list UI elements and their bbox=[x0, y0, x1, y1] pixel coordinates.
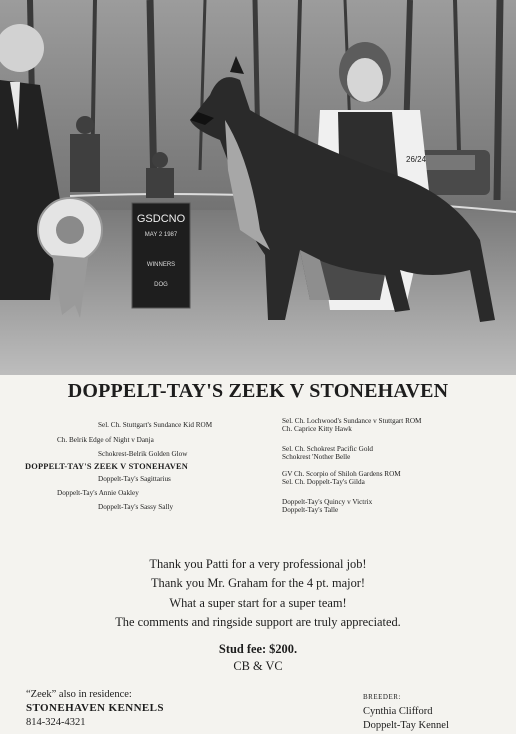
pedigree-ggp-2: Ch. Caprice Kitty Hawk bbox=[282, 425, 352, 433]
armband-number: 26/24 bbox=[406, 155, 427, 164]
stud-terms: CB & VC bbox=[233, 659, 283, 673]
pedigree-ggp-8: Doppelt-Tay's Talle bbox=[282, 506, 339, 514]
breeder-info bbox=[363, 690, 449, 734]
pedigree-subject: DOPPELT-TAY'S ZEEK V STONEHAVEN bbox=[25, 462, 188, 471]
owner-kennel-name: STONEHAVEN KENNELS bbox=[26, 701, 164, 714]
pedigree-ggp-3: Sel. Ch. Schokrest Pacific Gold bbox=[282, 445, 374, 453]
stud-info bbox=[0, 641, 516, 675]
thanks-line-1: Thank you Patti for a very professional job! bbox=[149, 557, 367, 571]
pedigree-sire-dam: Schokrest-Belrik Golden Glow bbox=[98, 450, 188, 458]
winners-sign bbox=[132, 203, 190, 308]
thanks-line-4: The comments and ringside support are truly appreciated. bbox=[115, 614, 401, 629]
sign-line-3: WINNERS bbox=[146, 262, 176, 268]
stud-fee: Stud fee: $200. bbox=[218, 642, 298, 656]
owner-contact bbox=[26, 688, 164, 729]
pedigree-ggp-6: Sel. Ch. Doppelt-Tay's Gilda bbox=[282, 478, 365, 486]
pedigree-ggp-4: Schokrest 'Nother Belle bbox=[282, 453, 351, 461]
pedigree-dam-dam: Doppelt-Tay's Sassy Sally bbox=[98, 503, 174, 511]
sign-line-2: MAY 2 1987 bbox=[144, 232, 178, 238]
residence-note: “Zeek” also in residence: bbox=[26, 689, 132, 700]
sign-line-1: GSDCNO bbox=[136, 213, 186, 225]
pedigree-sire-sire: Sel. Ch. Stuttgart's Sundance Kid ROM bbox=[98, 421, 213, 429]
thank-you-message bbox=[0, 555, 516, 632]
pedigree-ggp-7: Doppelt-Tay's Quincy v Victrix bbox=[282, 498, 373, 506]
owner-phone: 814-324-4321 bbox=[26, 716, 86, 728]
breeder-kennel: Doppelt-Tay Kennel bbox=[363, 720, 449, 731]
pedigree-ggp-5: GV Ch. Scorpio of Shiloh Gardens ROM bbox=[282, 470, 401, 478]
sign-line-4: DOG bbox=[154, 282, 168, 288]
pedigree-dam-sire: Doppelt-Tay's Sagittarius bbox=[98, 475, 171, 483]
pedigree-sire: Ch. Belrik Edge of Night v Danja bbox=[57, 436, 154, 444]
breeder-name: Cynthia Clifford bbox=[363, 705, 433, 717]
thanks-line-2: Thank you Mr. Graham for the 4 pt. major! bbox=[150, 576, 366, 591]
pedigree-dam: Doppelt-Tay's Annie Oakley bbox=[57, 489, 139, 497]
breeder-label: BREEDER: bbox=[363, 693, 401, 701]
ad-title: DOPPELT-TAY'S ZEEK V STONEHAVEN bbox=[67, 380, 449, 402]
pedigree-ggp-1: Sel. Ch. Lochwood's Sundance v Stuttgart ROM bbox=[282, 417, 422, 425]
thanks-line-3: What a super start for a super team! bbox=[169, 595, 347, 610]
